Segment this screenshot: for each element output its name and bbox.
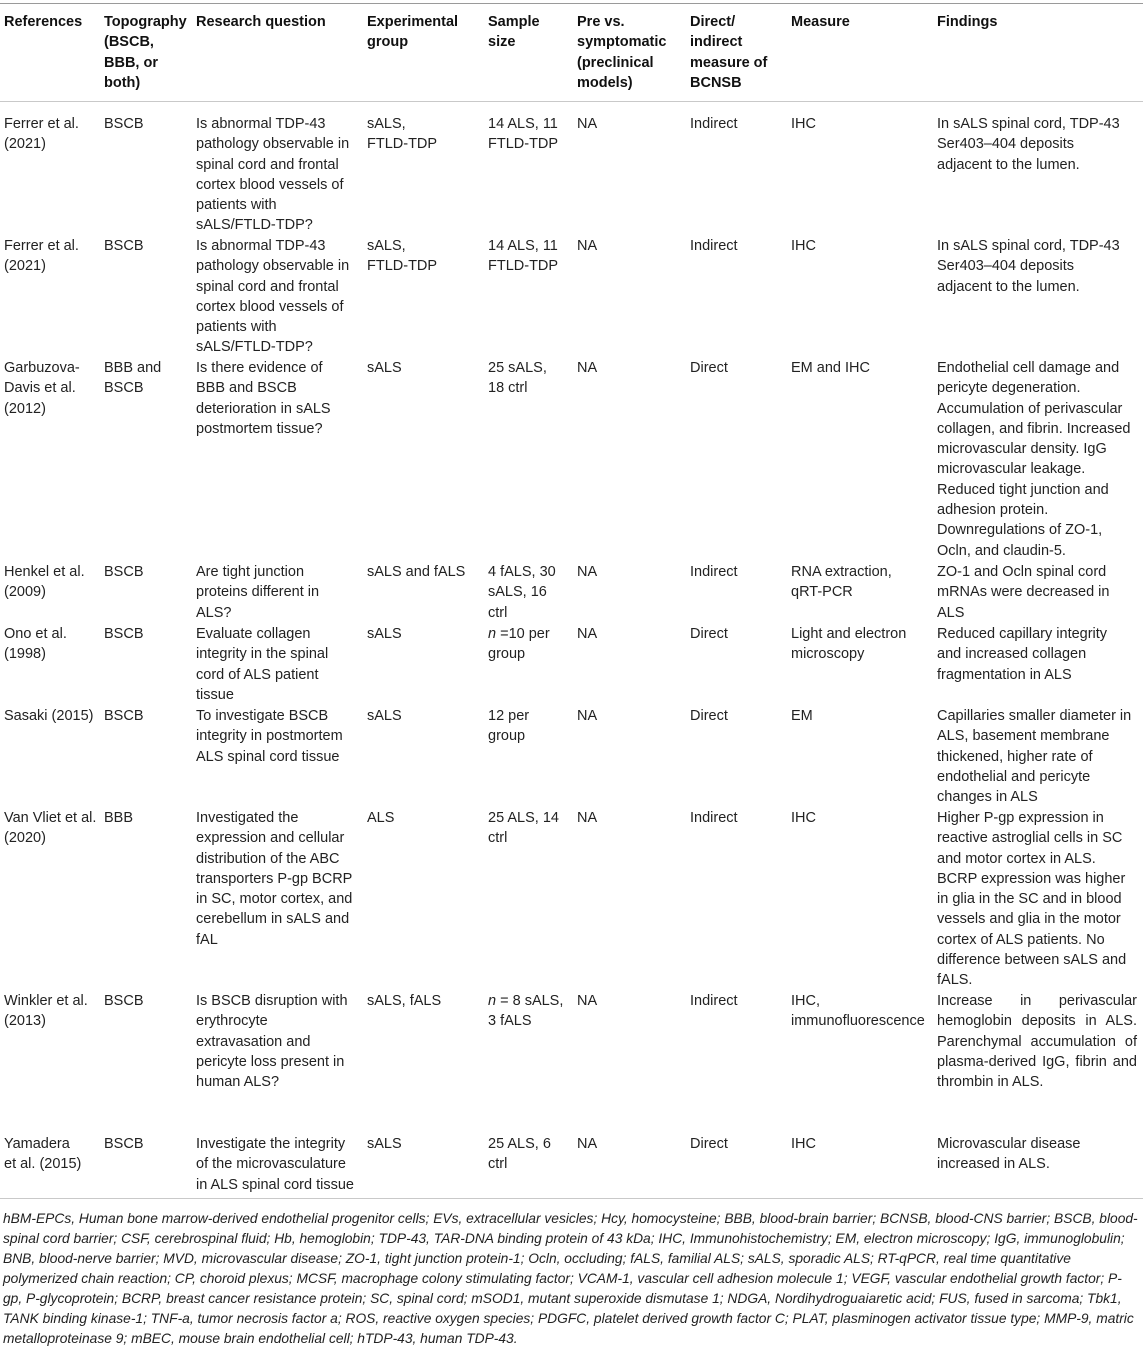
table-cell-direct: Direct [690, 626, 728, 642]
column-header: Findings [937, 14, 998, 30]
table-cell-reference: Ferrer et al. (2021) [4, 116, 79, 153]
table-cell-topography: BSCB [104, 993, 144, 1009]
table-rule [0, 3, 1143, 4]
table-cell-pre: NA [577, 116, 598, 132]
column-header: Sample size [488, 14, 540, 51]
table-cell-question: Investigate the integrity of the microvasculature in ALS spinal cord tissue [196, 1136, 354, 1193]
table-cell-question: Is abnormal TDP-43 pathology observable in spinal cord and frontal cortex blood vessels of patients with sALS/FTLD-TDP? [196, 238, 350, 356]
table-cell-pre: NA [577, 360, 598, 376]
table-cell-question: Is abnormal TDP-43 pathology observable in spinal cord and frontal cortex blood vessels of patients with sALS/FTLD-TDP? [196, 116, 350, 234]
table-cell-reference: Ferrer et al. (2021) [4, 238, 79, 275]
table-cell-pre: NA [577, 810, 598, 826]
table-cell-question: Is BSCB disruption with erythrocyte extravasation and pericyte loss present in human ALS? [196, 993, 348, 1091]
table-cell-findings: Microvascular disease increased in ALS. [937, 1136, 1081, 1173]
table-cell-group: sALS, FTLD-TDP [367, 238, 438, 275]
table-cell-group: sALS, fALS [367, 993, 442, 1009]
table-cell-findings: Higher P-gp expression in reactive astroglial cells in SC and motor cortex in ALS. BCRP expression was higher in glia in the SC and in blood vessels and glia in the motor cortex of ALS patients. No difference between sALS and fALS. [937, 810, 1127, 989]
table-cell-sample: 14 ALS, 11 FTLD-TDP [488, 238, 559, 275]
table-cell-measure: IHC [791, 238, 816, 254]
table-cell-measure: IHC [791, 810, 816, 826]
table-cell-reference: Van Vliet et al. (2020) [4, 810, 97, 847]
table-cell-topography: BSCB [104, 708, 144, 724]
table-cell-direct: Indirect [690, 810, 738, 826]
table-cell-topography: BSCB [104, 626, 144, 642]
table-cell-group: sALS [367, 626, 402, 642]
table-cell-question: Is there evidence of BBB and BSCB deterioration in sALS postmortem tissue? [196, 360, 331, 437]
table-cell-sample: 12 per group [488, 708, 530, 745]
table-cell-direct: Indirect [690, 993, 738, 1009]
column-header: References [4, 14, 83, 30]
table-cell-findings: In sALS spinal cord, TDP-43 Ser403–404 deposits adjacent to the lumen. [937, 238, 1120, 295]
table-cell-sample: 25 sALS, 18 ctrl [488, 360, 547, 397]
table-cell-group: sALS and fALS [367, 564, 466, 580]
table-cell-pre: NA [577, 564, 598, 580]
table-cell-reference: Sasaki (2015) [4, 708, 94, 724]
table-cell-sample: 25 ALS, 6 ctrl [488, 1136, 551, 1173]
table-cell-group: sALS [367, 708, 402, 724]
table-cell-pre: NA [577, 1136, 598, 1152]
table-cell-measure: EM [791, 708, 813, 724]
table-cell-direct: Direct [690, 1136, 728, 1152]
column-header: Pre vs. symptomatic (preclinical models) [577, 14, 667, 91]
table-cell-question: To investigate BSCB integrity in postmortem ALS spinal cord tissue [196, 708, 343, 765]
table-cell-reference: Garbuzova- Davis et al. (2012) [4, 360, 80, 417]
table-cell-pre: NA [577, 708, 598, 724]
table-cell-sample: 4 fALS, 30 sALS, 16 ctrl [488, 564, 556, 621]
table-cell-topography: BSCB [104, 564, 144, 580]
table-rule [0, 101, 1143, 102]
table-cell-topography: BBB and BSCB [104, 360, 162, 397]
table-cell-question: Investigated the expression and cellular distribution of the ABC transporters P-gp BCRP in SC, motor cortex, and cerebellum in sALS and fAL [196, 810, 353, 948]
table-cell-sample: n =10 per group [488, 626, 550, 663]
table-cell-pre: NA [577, 626, 598, 642]
table-cell-measure: IHC, immunofluorescence [791, 993, 925, 1030]
table-cell-reference: Winkler et al. (2013) [4, 993, 88, 1030]
table-cell-direct: Direct [690, 360, 728, 376]
table-cell-sample: n = 8 sALS, 3 fALS [488, 993, 564, 1030]
table-cell-findings: Increase in perivascular hemoglobin deposits in ALS. Parenchymal accumulation of plasma-derived IgG, fibrin and thrombin in ALS. [937, 993, 1137, 1091]
column-header: Direct/ indirect measure of BCNSB [690, 14, 768, 91]
table-cell-group: sALS, FTLD-TDP [367, 116, 438, 153]
table-cell-findings: Reduced capillary integrity and increased collagen fragmentation in ALS [937, 626, 1108, 683]
table-cell-measure: RNA extraction, qRT-PCR [791, 564, 892, 601]
table-cell-findings: In sALS spinal cord, TDP-43 Ser403–404 deposits adjacent to the lumen. [937, 116, 1120, 173]
table-cell-direct: Direct [690, 708, 728, 724]
table-cell-direct: Indirect [690, 116, 738, 132]
table-cell-reference: Ono et al. (1998) [4, 626, 67, 663]
table-cell-question: Evaluate collagen integrity in the spinal cord of ALS patient tissue [196, 626, 329, 703]
table-cell-pre: NA [577, 993, 598, 1009]
table-cell-measure: Light and electron microscopy [791, 626, 907, 663]
table-cell-topography: BSCB [104, 116, 144, 132]
column-header: Topography (BSCB, BBB, or both) [104, 14, 187, 91]
table-cell-direct: Indirect [690, 238, 738, 254]
table-cell-findings: ZO-1 and Ocln spinal cord mRNAs were decreased in ALS [937, 564, 1110, 621]
table-cell-group: sALS [367, 360, 402, 376]
table-cell-direct: Indirect [690, 564, 738, 580]
table-cell-topography: BSCB [104, 1136, 144, 1152]
table-cell-findings: Capillaries smaller diameter in ALS, basement membrane thickened, higher rate of endothelial and pericyte changes in ALS [937, 708, 1132, 806]
table-cell-reference: Yamadera et al. (2015) [4, 1136, 82, 1173]
table-cell-sample: 14 ALS, 11 FTLD-TDP [488, 116, 559, 153]
column-header: Measure [791, 14, 850, 30]
column-header: Experimental group [367, 14, 459, 51]
column-header: Research question [196, 14, 326, 30]
table-cell-topography: BSCB [104, 238, 144, 254]
table-rule [0, 1198, 1143, 1199]
table-cell-question: Are tight junction proteins different in ALS? [196, 564, 320, 621]
table-cell-group: ALS [367, 810, 395, 826]
table-cell-group: sALS [367, 1136, 402, 1152]
table-cell-reference: Henkel et al. (2009) [4, 564, 85, 601]
table-cell-sample: 25 ALS, 14 ctrl [488, 810, 559, 847]
table-cell-measure: IHC [791, 1136, 816, 1152]
table-cell-pre: NA [577, 238, 598, 254]
table-cell-topography: BBB [104, 810, 134, 826]
table-cell-measure: IHC [791, 116, 816, 132]
table-footnote: hBM-EPCs, Human bone marrow-derived endothelial progenitor cells; EVs, extracellular vesicles; Hcy, homocysteine; BBB, blood-brain barrier; BCNSB, blood-CNS barrier; BSCB, blood-spinal cord barrier; CSF, cerebrospinal fluid; Hb, hemoglobin; TDP-43, TAR-DNA binding protein of 43 kDa; IHC, Immunohistochemistry; EM, electron microscopy; IgG, immunoglobulin; BNB, blood-nerve barrier; MVD, microvascular disease; ZO-1, tight junction protein-1; Ocln, occluding; fALS, familial ALS; sALS, sporadic ALS; RT-qPCR, real time quantitative polymerized chain reaction; CP, choroid plexus; MCSF, macrophage colony stimulating factor; VCAM-1, vascular cell adhesion molecule 1; VEGF, vascular endothelial growth factor; P-gp, P-glycoprotein; BCRP, breast cancer resistance protein; SC, spinal cord; mSOD1, mutant superoxide dismutase 1; NDGA, Nordihydroguaiaretic acid; FUS, fused in sarcoma; Tbk1, TANK binding kinase-1; TNF-a, tumor necrosis factor a; ROS, reactive oxygen species; PDGFC, platelet derived growth factor C; PLAT, plasminogen activator tissue type; MMP-9, matric metalloproteinase 9; mBEC, mouse brain endothelial cell; hTDP-43, human TDP-43. [3, 1211, 1138, 1346]
table-cell-findings: Endothelial cell damage and pericyte degeneration. Accumulation of perivascular collagen, and fibrin. Increased microvascular density. IgG microvascular leakage. Reduced tight junction and adhesion protein. Downregulations of ZO-1, Ocln, and claudin-5. [937, 360, 1131, 559]
table-cell-measure: EM and IHC [791, 360, 870, 376]
